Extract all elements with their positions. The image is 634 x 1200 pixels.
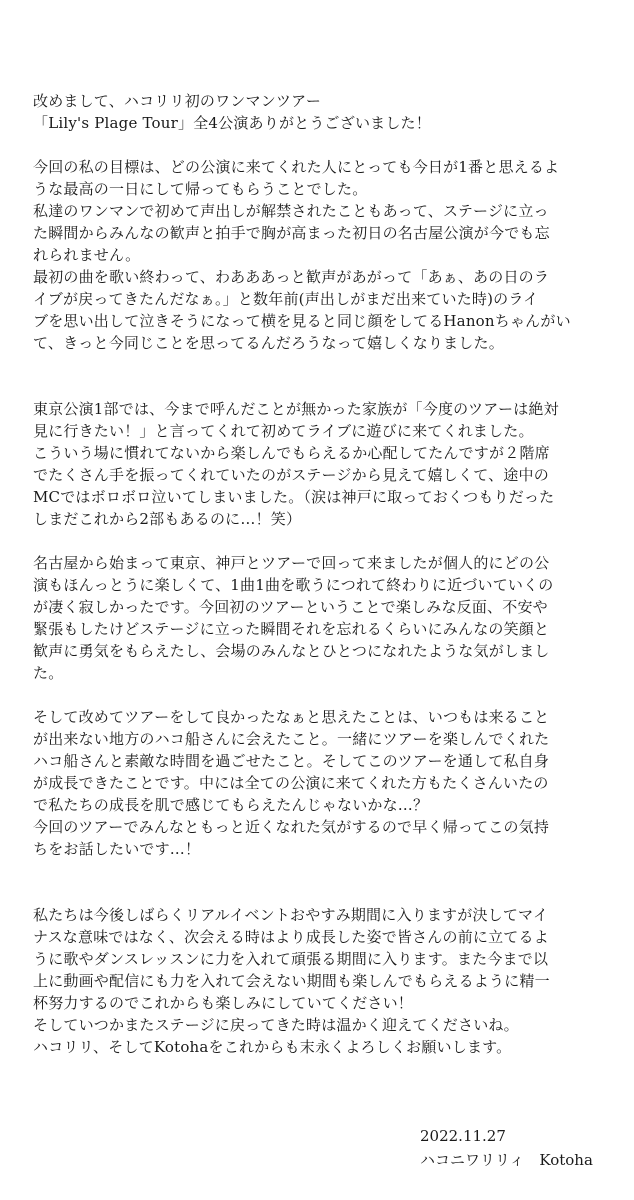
text-line: で私たちの成長を肌で感じてもらえたんじゃないかな…？ [33, 796, 429, 814]
paragraph-growth [33, 706, 611, 860]
text-line: MCではボロボロ泣いてしまいました。（涙は神戸に取っておくつもりだった [33, 488, 555, 506]
text-line: 今回の私の目標は、どの公演に来てくれた人にとっても今日が1番と思えるよ [33, 158, 560, 176]
text-line: 今回のツアーでみんなともっと近くなれた気がするので早く帰ってこの気持 [33, 818, 550, 836]
paragraph-goal [33, 156, 611, 354]
text-line: ブを思い出して泣きそうになって横を見ると同じ顔をしてるHanonちゃんがい [33, 312, 571, 330]
text-line: うに歌やダンスレッスンに力を入れて頑張る期間に入ります。また今まで以 [33, 950, 549, 968]
text-line: 「Lily's Plage Tour」全4公演ありがとうございました！ [33, 114, 431, 132]
text-line: れられません。 [33, 246, 141, 264]
text-line: そして改めてツアーをして良かったなぁと思えたことは、いつもは来ること [33, 708, 550, 726]
text-line: しまだこれから2部もあるのに…！笑） [33, 510, 302, 528]
text-line: そしていつかまたステージに戻ってきた時は温かく迎えてくださいね。 [33, 1016, 519, 1034]
text-line: ハコリリ、そしてKotohaをこれからも末永くよろしくお願いします。 [33, 1038, 512, 1056]
text-line: 杯努力するのでこれからも楽しみにしていてください！ [33, 994, 414, 1012]
text-line: た。 [33, 664, 64, 682]
text-line: 上に動画や配信にも力を入れて会えない期間も楽しんでもらえるように精一 [33, 972, 550, 990]
text-line: 名古屋から始まって東京、神戸とツアーで回って来ましたが個人的にどの公 [33, 554, 550, 572]
paragraph-tour [33, 552, 611, 684]
text-line: こういう場に慣れてないから楽しんでもらえるか心配してたんですが２階席 [33, 444, 550, 462]
text-line: 見に行きたい！」と言ってくれて初めてライブに遊びに来てくれました。 [33, 422, 534, 440]
letter-body [33, 90, 611, 1058]
text-line: た瞬間からみんなの歓声と拍手で胸が高まった初日の名古屋公演が今でも忘 [33, 224, 550, 242]
paragraph-future [33, 904, 611, 1058]
text-line: うな最高の一日にして帰ってもらうことでした。 [33, 180, 368, 198]
text-line: 東京公演1部では、今まで呼んだことが無かった家族が「今度のツアーは絶対 [33, 400, 559, 418]
text-line: でたくさん手を振ってくれていたのがステージから見えて嬉しくて、途中の [33, 466, 549, 484]
text-line: が成長できたことです。中には全ての公演に来てくれた方もたくさんいたの [33, 774, 549, 792]
signature-block [420, 1124, 593, 1172]
text-line: 演もほんっとうに楽しくて、1曲1曲を歌うにつれて終わりに近づいていくの [33, 576, 554, 594]
text-line: が凄く寂しかったです。今回初のツアーということで楽しみな反面、不安や [33, 598, 548, 616]
text-line: 緊張もしたけどステージに立った瞬間それを忘れるくらいにみんなの笑顔と [33, 620, 550, 638]
text-line: イブが戻ってきたんだなぁ。」と数年前(声出しがまだ出来ていた時)のライ [33, 290, 539, 308]
text-line: 最初の曲を歌い終わって、わあああっと歓声があがって「あぁ、あの日のラ [33, 268, 550, 286]
text-line: 私達のワンマンで初めて声出しが解禁されたこともあって、ステージに立っ [33, 202, 549, 220]
signature-name: ハコニワリリィ Kotoha [420, 1151, 593, 1169]
signature-date: 2022.11.27 [420, 1127, 506, 1145]
text-line: ナスな意味ではなく、次会える時はより成長した姿で皆さんの前に立てるよ [33, 928, 549, 946]
text-line: 私たちは今後しばらくリアルイベントおやすみ期間に入りますが決してマイ [33, 906, 549, 924]
paragraph-tokyo [33, 398, 611, 530]
text-line: て、きっと今同じことを思ってるんだろうなって嬉しくなりました。 [33, 334, 504, 352]
text-line: ちをお話したいです…！ [33, 840, 201, 858]
text-line: 歓声に勇気をもらえたし、会場のみんなとひとつになれたような気がしまし [33, 642, 550, 660]
paragraph-greeting [33, 90, 611, 134]
text-line: が出来ない地方のハコ船さんに会えたこと。一緒にツアーを楽しんでくれた [33, 730, 550, 748]
text-line: ハコ船さんと素敵な時間を過ごせたこと。そしてこのツアーを通して私自身 [33, 752, 550, 770]
text-line: 改めまして、ハコリリ初のワンマンツアー [33, 92, 322, 110]
